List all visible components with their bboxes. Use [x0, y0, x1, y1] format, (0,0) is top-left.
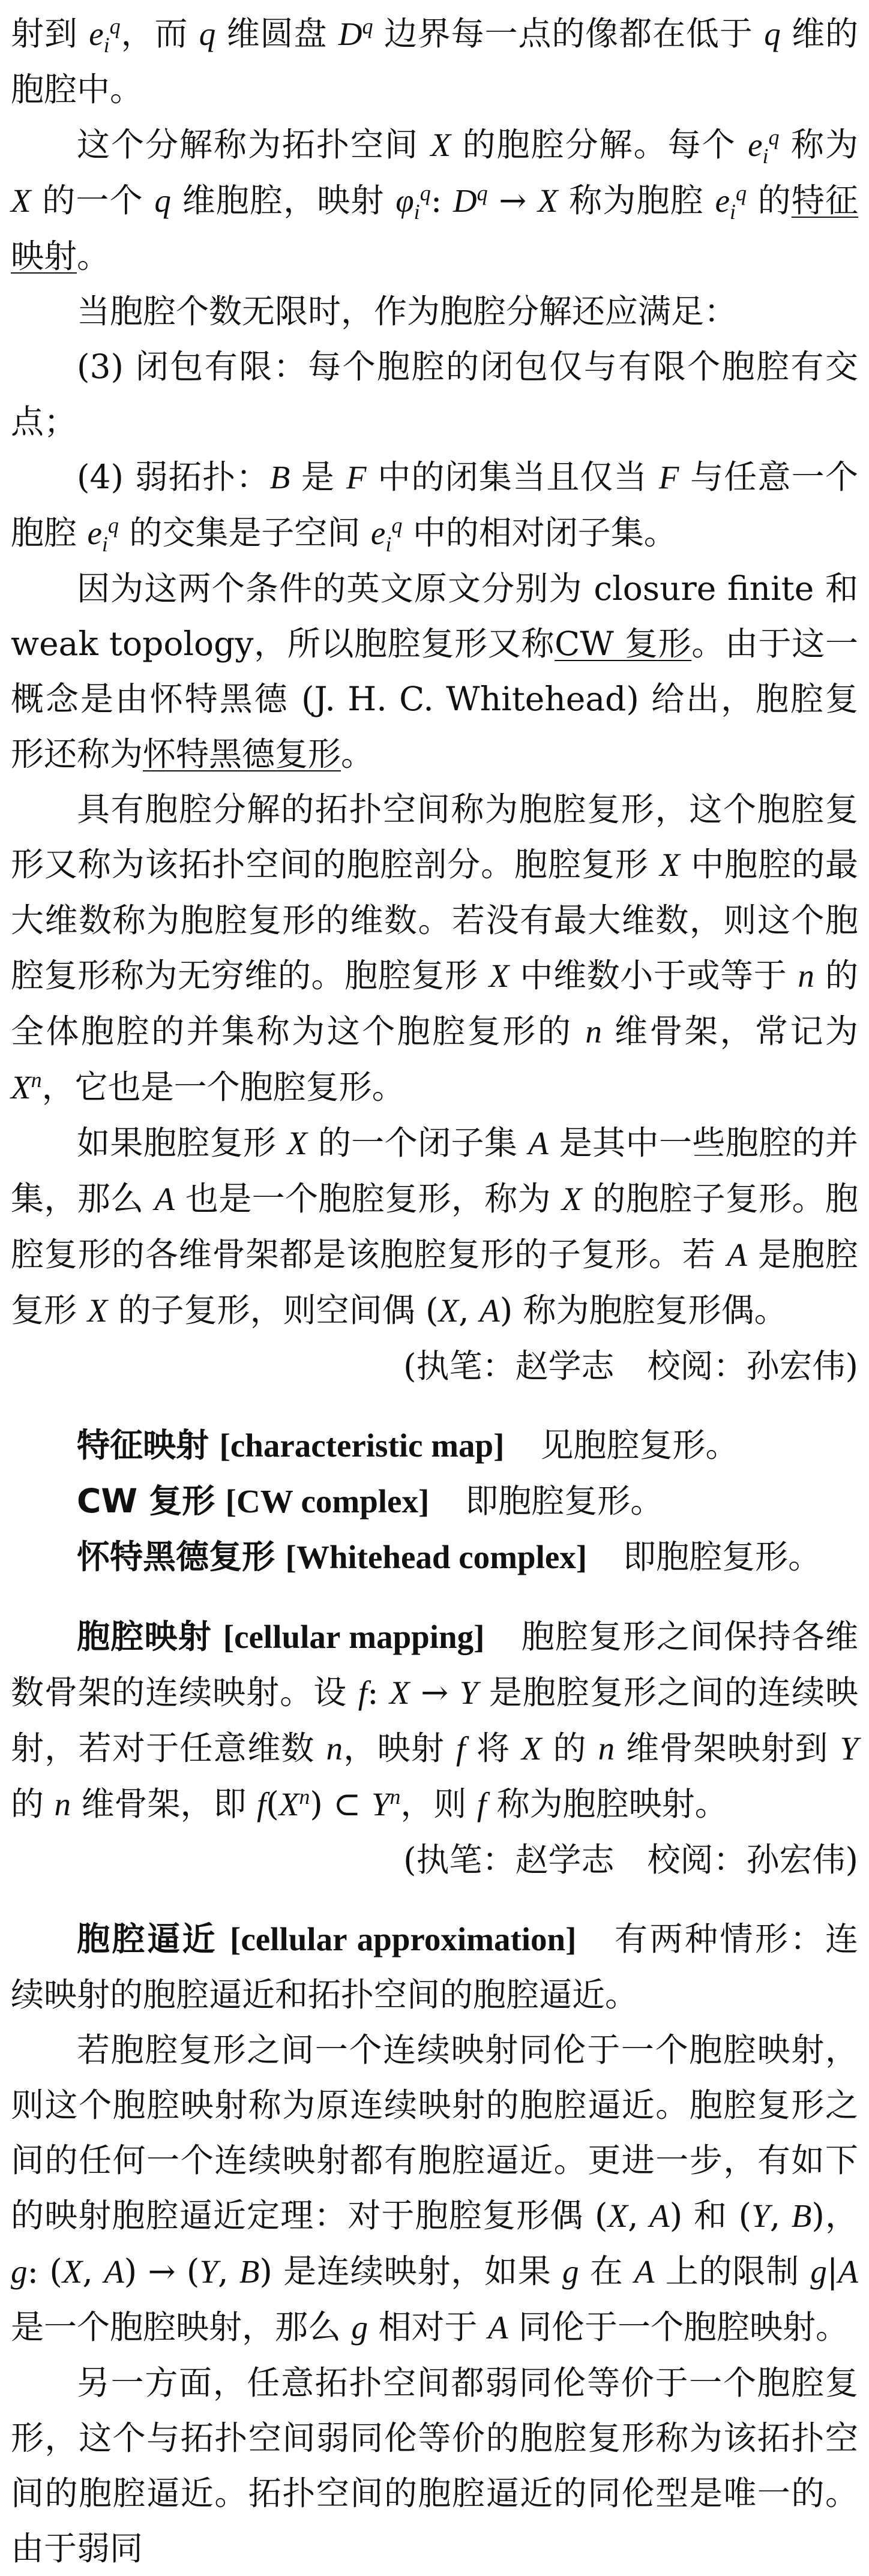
- paragraph-continued: 射到 $e_i^q$，而 q 维圆盘 $D^q$ 边界每一点的像都在低于 q 维的胞腔中。: [11, 14, 859, 109]
- entry-whitehead-complex: [11, 1529, 858, 1585]
- entry-english-term: [cellular mapping]: [223, 1619, 485, 1655]
- paragraph-infinite-cells: 当胞腔个数无限时，作为胞腔分解还应满足：: [77, 292, 738, 331]
- paragraph-subcomplex: 如果胞腔复形 X 的一个闭子集 A 是其中一些胞腔的并集，那么 A 也是一个胞腔复形，称为 X 的胞腔子复形。胞腔复形的各维骨架都是该胞腔复形的子复形。若 A 是胞腔复形 X 的子复形，则空间偶 (X, A) 称为胞腔复形偶。: [11, 1124, 859, 1329]
- entry-english-term: [CW complex]: [225, 1483, 430, 1520]
- entry-english-term: [characteristic map]: [219, 1427, 505, 1464]
- entry-definition: 有两种情形：连续映射的胞腔逼近和拓扑空间的胞腔逼近。: [11, 1920, 858, 2014]
- entry-definition: 即胞腔复形。: [465, 1482, 664, 1520]
- entry-cellular-approximation: [11, 1911, 858, 2022]
- cross-ref-whitehead-complex[interactable]: 怀特黑德复形: [143, 735, 341, 773]
- entry-english-term: [cellular approximation]: [230, 1921, 577, 1957]
- cross-ref-characteristic-map[interactable]: 特征映射: [11, 181, 859, 275]
- paragraph-cw-origin: 因为这两个条件的英文原文分别为 closure finite 和 weak topology，所以胞腔复形又称CW 复形。由于这一概念是由怀特黑德 (J. H. C. Whitehead) 给出，胞腔复形还称为怀特黑德复形。: [11, 569, 858, 773]
- entry-headword: 特征映射: [77, 1426, 209, 1464]
- entry-definition: 见胞腔复形。: [540, 1426, 739, 1464]
- entry-characteristic-map: [11, 1418, 858, 1473]
- paragraph-space-approximation: 另一方面，任意拓扑空间都弱同伦等价于一个胞腔复形，这个与拓扑空间弱同伦等价的胞腔复形称为该拓扑空间的胞腔逼近。拓扑空间的胞腔逼近的同伦型是唯一的。由于弱同: [11, 2364, 858, 2568]
- entry-headword: 胞腔逼近: [77, 1920, 218, 1958]
- entry-headword: 胞腔映射: [77, 1617, 212, 1656]
- cross-ref-cw-complex[interactable]: CW 复形: [555, 625, 692, 663]
- entry-headword: CW 复形: [77, 1482, 215, 1520]
- paragraph-cell-decomposition: 这个分解称为拓扑空间 X 的胞腔分解。每个 $e_i^q$ 称为 X 的一个 q 维胞腔，映射 $\varphi_i^q$: $D^q \to X$ 称为胞腔 $e_i^q$ 的特征映射。: [11, 125, 859, 275]
- paragraph-approximation-theorem: 若胞腔复形之间一个连续映射同伦于一个胞腔映射，则这个胞腔映射称为原连续映射的胞腔逼近。胞腔复形之间的任何一个连续映射都有胞腔逼近。更进一步，有如下的映射胞腔逼近定理：对于胞腔复形偶 (X, A) 和 (Y, B)，g: (X, A) → (Y, B) 是连续映射，如果 g 在 A 上的限制 g|A 是一个胞腔映射，那么 g 相对于 A 同伦于一个胞腔映射。: [11, 2031, 859, 2346]
- entry-headword: 怀特黑德复形: [77, 1538, 275, 1576]
- condition-closure-finite: (3) 闭包有限：每个胞腔的闭包仅与有限个胞腔有交点；: [11, 347, 858, 441]
- author-signature: (执笔：赵学志 校阅：孙宏伟): [403, 1841, 858, 1879]
- entry-definition: 即胞腔复形。: [623, 1538, 822, 1576]
- entry-cellular-mapping: 胞腔映射 [cellular mapping] 胞腔复形之间保持各维数骨架的连续映射。设 f: X → Y 是胞腔复形之间的连续映射，若对于任意维数 n，映射 f 将 X 的 n 维骨架映射到 Y 的 n 维骨架，即 $f(X^n)$ ⊂ $Y^n$，则 f 称为胞腔映射。: [11, 1617, 859, 1823]
- entry-cw-complex: [11, 1473, 858, 1529]
- author-signature: (执笔：赵学志 校阅：孙宏伟): [403, 1347, 858, 1385]
- entry-english-term: [Whitehead complex]: [285, 1539, 588, 1575]
- condition-weak-topology: (4) 弱拓扑：B 是 F 中的闭集当且仅当 F 与任意一个胞腔 $e_i^q$ 的交集是子空间 $e_i^q$ 中的相对闭子集。: [11, 458, 859, 556]
- paragraph-skeleton: 具有胞腔分解的拓扑空间称为胞腔复形，这个胞腔复形又称为该拓扑空间的胞腔剖分。胞腔复形 X 中胞腔的最大维数称为胞腔复形的维数。若没有最大维数，则这个胞腔复形称为无穷维的。胞腔复形 X 中维数小于或等于 n 的全体胞腔的并集称为这个胞腔复形的 n 维骨架，常记为 $X^n$，它也是一个胞腔复形。: [11, 790, 859, 1106]
